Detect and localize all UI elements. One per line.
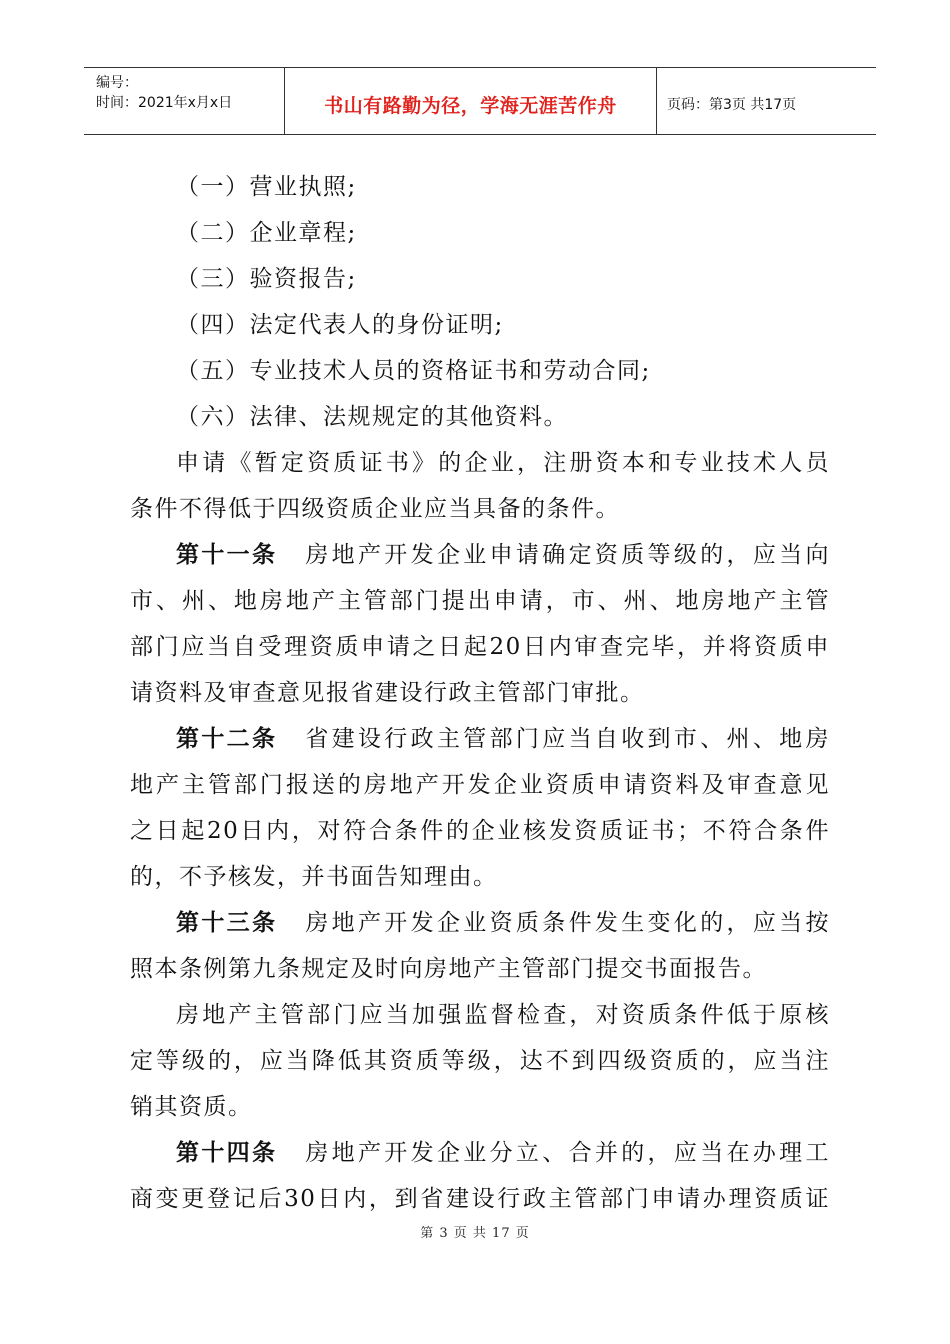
list-item: （四）法定代表人的身份证明; <box>176 312 504 338</box>
article-title: 第十四条 <box>176 1140 278 1166</box>
list-item: （六）法律、法规规定的其他资料。 <box>176 404 568 430</box>
paragraph-line: 房地产开发企业分立、合并的，应当在办理工 <box>305 1140 831 1166</box>
paragraph-line: 之日起20日内，对符合条件的企业核发资质证书；不符合条件 <box>130 818 830 844</box>
paragraph-line: 部门应当自受理资质申请之日起20日内审查完毕，并将资质申 <box>130 634 830 660</box>
page-footer: 第 3 页 共 17 页 <box>420 1226 530 1241</box>
article-11 <box>130 532 830 716</box>
header-motto: 书山有路勤为径，学海无涯苦作舟 <box>285 68 657 134</box>
paragraph-line: 房地产开发企业申请确定资质等级的，应当向 <box>305 542 831 568</box>
paragraph-line: 市、州、地房地产主管部门提出申请，市、州、地房地产主管 <box>130 588 830 614</box>
paragraph-line: 的，不予核发，并书面告知理由。 <box>130 864 498 890</box>
paragraph-line: 定等级的，应当降低其资质等级，达不到四级资质的，应当注 <box>130 1048 830 1074</box>
paragraph-line: 地产主管部门报送的房地产开发企业资质申请资料及审查意见 <box>130 772 830 798</box>
list-item: （二）企业章程; <box>176 220 357 246</box>
article-first-line <box>130 1130 830 1176</box>
article-12 <box>130 716 830 900</box>
paragraph-line: 房地产主管部门应当加强监督检查，对资质条件低于原核 <box>176 1002 830 1028</box>
header-meta-cell <box>84 68 285 134</box>
page-header <box>84 67 876 135</box>
article-first-line <box>130 532 830 578</box>
paragraph-line: 省建设行政主管部门应当自收到市、州、地房 <box>305 726 831 752</box>
article-title: 第十一条 <box>176 542 278 568</box>
document-date-label: 时间：2021年x月x日 <box>96 95 233 111</box>
list-item: （五）专业技术人员的资格证书和劳动合同; <box>176 358 651 384</box>
paragraph-supervision <box>130 992 830 1130</box>
header-page-number: 页码：第3页 共17页 <box>667 97 797 113</box>
paragraph-line: 商变更登记后30日内，到省建设行政主管部门申请办理资质证 <box>130 1186 830 1212</box>
paragraph-line: 销其资质。 <box>130 1094 253 1120</box>
article-13 <box>130 900 830 992</box>
paragraph-temporary-certificate <box>130 440 830 532</box>
article-14 <box>130 1130 830 1222</box>
paragraph-line: 房地产开发企业资质条件发生变化的，应当按 <box>305 910 831 936</box>
paragraph-line: 申请《暂定资质证书》的企业，注册资本和专业技术人员 <box>176 450 830 476</box>
article-title: 第十二条 <box>176 726 278 752</box>
document-body <box>130 164 830 1222</box>
article-first-line <box>130 716 830 762</box>
list-item: （一）营业执照; <box>176 174 357 200</box>
article-title: 第十三条 <box>176 910 278 936</box>
article-first-line <box>130 900 830 946</box>
document-number-label: 编号： <box>96 75 138 91</box>
paragraph-line: 请资料及审查意见报省建设行政主管部门审批。 <box>130 680 645 706</box>
paragraph-line: 条件不得低于四级资质企业应当具备的条件。 <box>130 496 620 522</box>
list-item: （三）验资报告; <box>176 266 357 292</box>
paragraph-line: 照本条例第九条规定及时向房地产主管部门提交书面报告。 <box>130 956 767 982</box>
